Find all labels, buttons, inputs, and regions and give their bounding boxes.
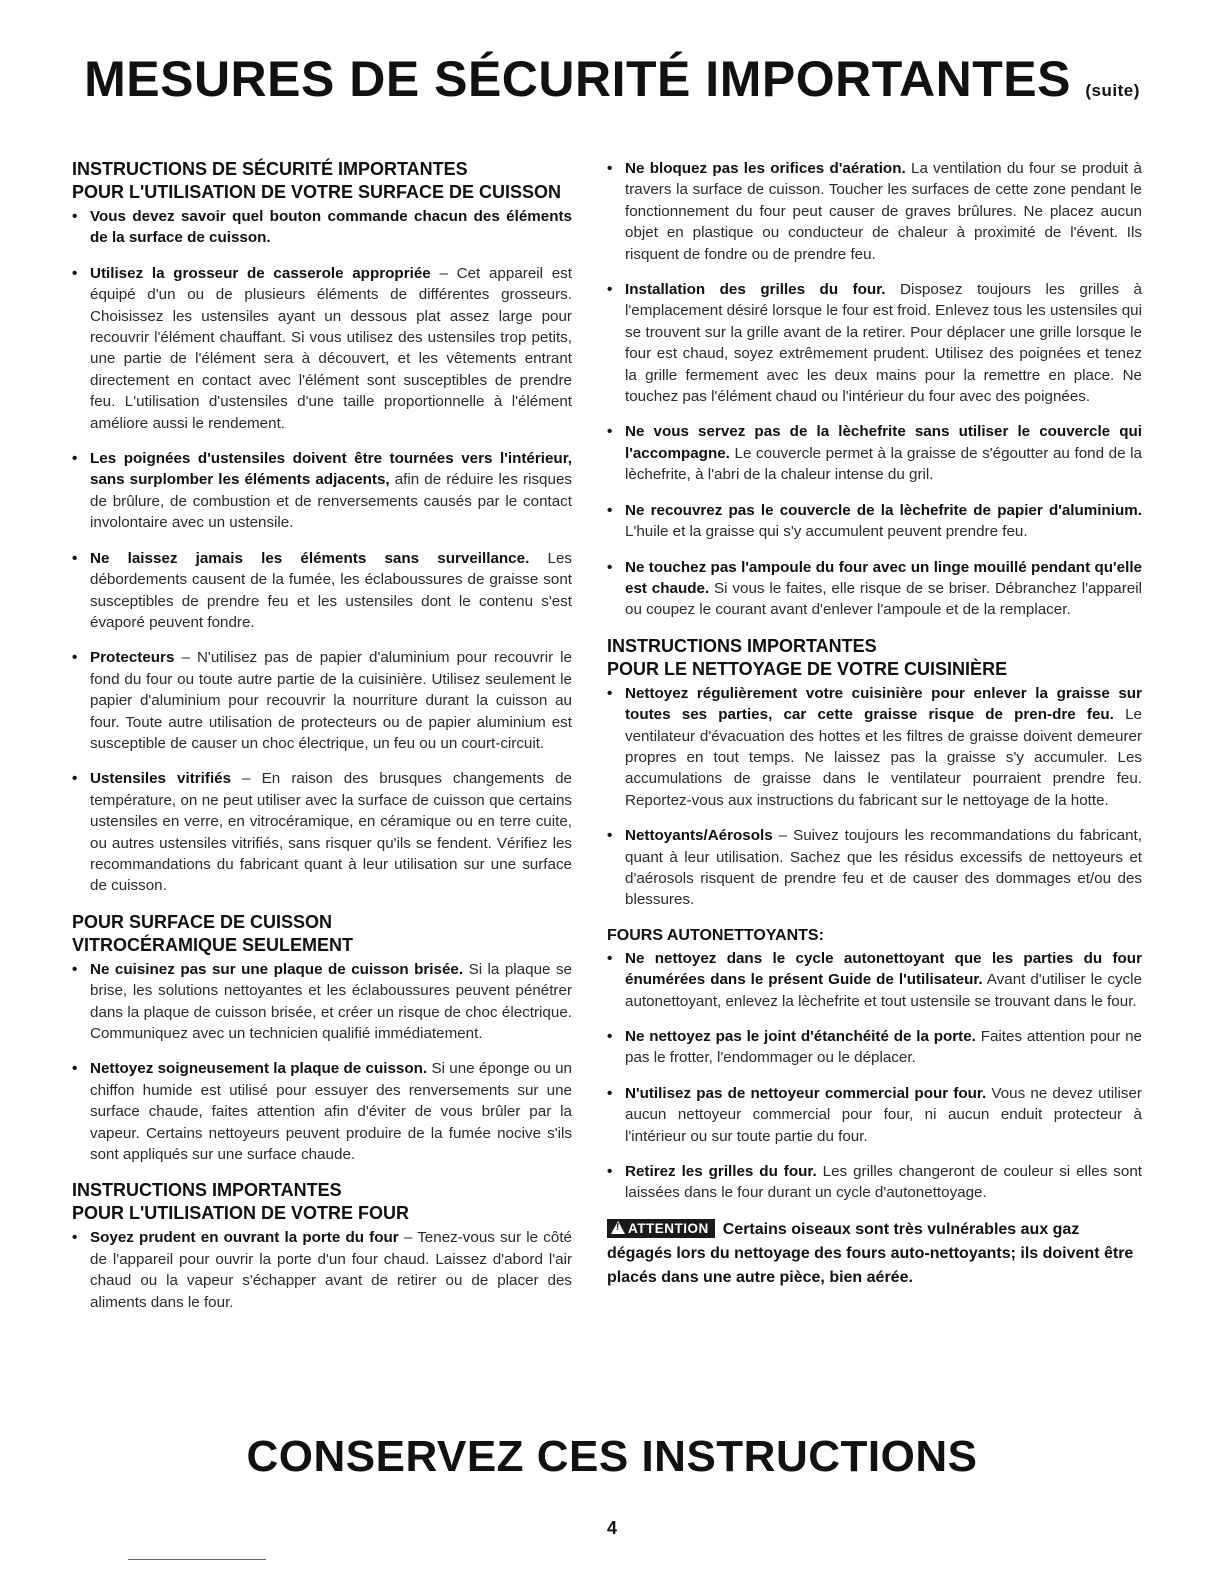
ceramic-cooktop-list [72,959,572,1166]
list-item: • Nettoyants/Aérosols – Suivez toujours les recommandations du fabricant, quant à leur utilisation. Sachez que les résidus excessifs de nettoyeurs et d'aérosols risquent de prendre feu et de causer des dommages et/ou des blessures. [607,827,1142,909]
list-item: • Installation des grilles du four. Disposez toujours les grilles à l'emplacement désiré lorsque le four est froid. Enlevez tous les ustensiles qui se trouvent sur la grille avant de la retirer. Pour déplacer une grille lorsque le four est chaud, soyez extrêmement prudent. Utilisez des poignées et tenez la grille fermement avec les deux mains pour la remettre en place. Ne touchez pas l'élément chaud ou l'intérieur du four avec des poignées. [607,281,1143,406]
attention-notice [607,1218,1142,1290]
list-item: • Ne nettoyez pas le joint d'étanchéité de la porte. Faites attention pour ne pas le frotter, l'endommager ou le déplacer. [607,1028,1143,1067]
list-item: • Retirez les grilles du four. Les grilles changeront de couleur si elles sont laissées dans le four durant un cycle d'autonettoyage. [607,1163,1142,1202]
title-suffix: (suite) [1085,81,1140,100]
list-item: • Ne vous servez pas de la lèchefrite sans utiliser le couvercle qui l'accompagne. Le couvercle permet à la graisse de s'égoutter au fond de la lèchefrite, à l'abri de la chaleur intense du gril. [607,423,1142,484]
list-item: • Protecteurs – N'utilisez pas de papier d'aluminium pour recouvrir le fond du four ou toute autre partie de la cuisinière. Utilisez seulement le papier d'aluminium pour recouvrir la nourriture durant la cuisson au four. Toute autre utilisation de protecteurs ou de papier aluminium est susceptible de causer un choc électrique, un feu ou un court-circuit. [72,649,572,752]
cooktop-safety-list [72,206,572,897]
list-item: • Soyez prudent en ouvrant la porte du four – Tenez-vous sur le côté de l'appareil pour ouvrir la porte d'un four chaud. Laissez d'abord l'air chaud ou la vapeur s'échapper avant de retirer ou de placer des aliments dans le four. [72,1229,572,1311]
list-item: • Vous devez savoir quel bouton commande chacun des éléments de la surface de cuisson. [72,208,572,247]
divider-line [128,1559,266,1560]
footer-title: CONSERVEZ CES INSTRUCTIONS [246,1432,978,1481]
section-heading: POUR SURFACE DE CUISSON VITROCÉRAMIQUE SEULEMENT [72,911,354,955]
list-item: • Ne bloquez pas les orifices d'aération. La ventilation du four se produit à travers la surface de cuisson. Toucher les surfaces de cette zone pendant le fonctionnement du four peut causer de graves brûlures. Ne placez aucun objet en plastique ou conducteur de chaleur à proximité de l'évent. Ils risquent de fondre ou de prendre feu. [607,160,1142,263]
section-heading: INSTRUCTIONS IMPORTANTES POUR L'UTILISATION DE VOTRE FOUR [72,1180,409,1224]
page-title: MESURES DE SÉCURITÉ IMPORTANTES (suite) [84,51,1140,107]
list-item: • Ustensiles vitrifiés – En raison des brusques changements de température, on ne peut utiliser avec la surface de cuisson que certains ustensiles en verre, en vitrocéramique, en céramique ou en terre cuite, ou autres ustensiles vitrifiés, sans risquer qu'ils se fendent. Vérifiez les recommandations du fabricant quant à leur utilisation sur une surface de cuisson. [72,770,573,895]
list-item: • Ne laissez jamais les éléments sans surveillance. Les débordements causent de la fumée, les éclaboussures de graisse sont susceptibles de prendre feu et les ustensiles dont le contenu s'est évaporé peuvent fondre. [72,549,572,631]
cleaning-list [607,683,1142,911]
self-cleaning-heading: FOURS AUTONETTOYANTS: [607,926,824,944]
page-number: 4 [606,1518,617,1538]
list-item: • N'utilisez pas de nettoyeur commercial pour four. Vous ne devez utiliser aucun nettoyeur commercial pour four, ni aucun enduit protecteur à l'intérieur ou sur toute partie du four. [607,1084,1142,1145]
oven-use-list [72,1227,572,1313]
list-item: • Nettoyez soigneusement la plaque de cuisson. Si une éponge ou un chiffon humide est utilisé pour essuyer des renversements sur une surface chaude, faites attention afin d'éviter de vous brûler par la vapeur. Certains nettoyeurs peuvent produire de la fumée nocive s'ils sont appliqués sur une surface chaude. [72,1060,572,1164]
list-item: • Ne recouvrez pas le couvercle de la lèchefrite de papier d'aluminium. L'huile et la graisse qui s'y accumulent peuvent prendre feu. [607,501,1142,541]
list-item: • Ne nettoyez dans le cycle autonettoyant que les parties du four énumérées dans le présent Guide de l'utilisateur. Avant d'utiliser le cycle autonettoyant, enlevez la lèchefrite et tout ustensile se trouvant dans le four. [607,949,1142,1010]
right-column [607,158,1142,1290]
attention-text: Certains oiseaux sont très vulnérables aux gaz dégagés lors du nettoyage des fours auto-nettoyants; ils doivent être placés dans une autre pièce, bien aérée. [607,1220,1134,1286]
left-column [72,158,572,1327]
attention-badge: ! ATTENTION [607,1219,715,1238]
self-cleaning-list [607,948,1142,1204]
list-item: • Ne touchez pas l'ampoule du four avec un linge mouillé pendant qu'elle est chaude. Si vous le faites, elle risque de se briser. Débranchez l'appareil ou coupez le courant avant d'enlever l'ampoule et de la remplacer. [607,558,1143,619]
warning-triangle-icon: ! [611,1221,625,1234]
section-heading: INSTRUCTIONS DE SÉCURITÉ IMPORTANTES POUR L'UTILISATION DE VOTRE SURFACE DE CUISSON [72,159,561,202]
oven-safety-list [607,158,1142,621]
section-heading: INSTRUCTIONS IMPORTANTES POUR LE NETTOYAGE DE VOTRE CUISINIÈRE [607,635,1008,679]
list-item: • Nettoyez régulièrement votre cuisinière pour enlever la graisse sur toutes ses parties, car cette graisse risque de pren-dre feu. Le ventilateur d'évacuation des hottes et les filtres de graisse doivent demeurer propres en tout temps. Ne laissez pas la graisse s'y accumuler. Les accumulations de graisse dans le ventilateur pourraient prendre feu. Reportez-vous aux instructions du fabricant sur le nettoyage de la hotte. [607,684,1142,809]
list-item: • Ne cuisinez pas sur une plaque de cuisson brisée. Si la plaque se brise, les solutions nettoyantes et les éclaboussures peuvent pénétrer dans la plaque de cuisson brisée, et créer un risque de choc électrique. Communiquez avec un technicien qualifié immédiatement. [72,960,572,1042]
list-item: • Utilisez la grosseur de casserole appropriée – Cet appareil est équipé d'un ou de plusieurs éléments de différentes grosseurs. Choisissez les ustensiles ayant un dessous plat assez large pour recouvrir l'élément chauffant. Si vous utilisez des ustensiles trop petits, une partie de l'élément sera à découvert, et les vêtements entrant directement en contact avec l'élément sont susceptibles de prendre feu. L'utilisation d'ustensiles d'une taille proportionnelle à l'élément améliore aussi le rendement. [72,264,572,432]
list-item: • Les poignées d'ustensiles doivent être tournées vers l'intérieur, sans surplomber les éléments adjacents, afin de réduire les risques de brûlure, de combustion et de renversements causés par le contact involontaire avec un ustensile. [72,450,572,532]
